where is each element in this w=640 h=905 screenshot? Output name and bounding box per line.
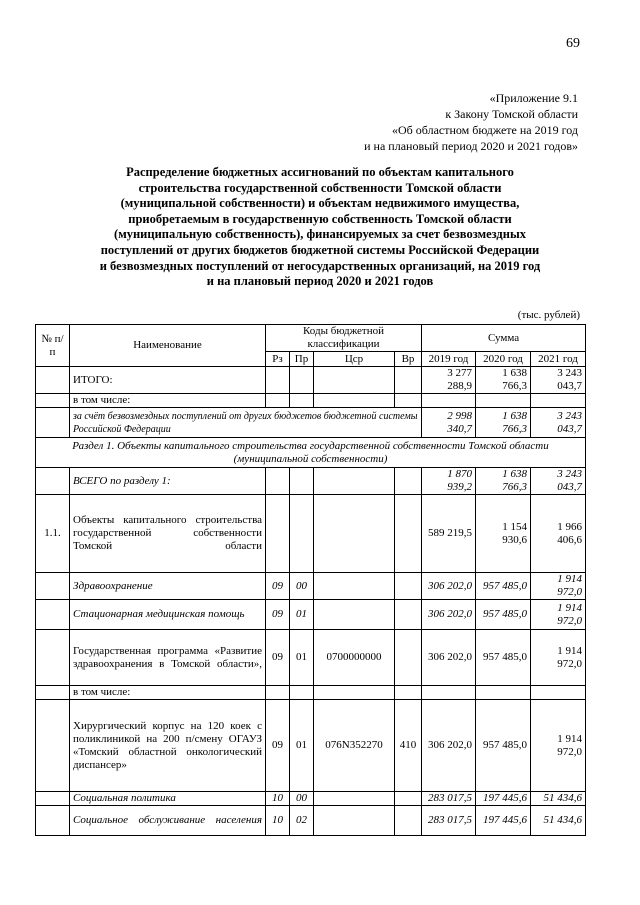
value-2019: 1 870 939,2 <box>422 468 476 495</box>
value-2020: 197 445,6 <box>476 792 531 806</box>
header-sum: Сумма <box>422 325 586 352</box>
row-name: в том числе: <box>70 394 266 408</box>
table-row-bezvozm <box>36 408 586 438</box>
value-2019: 283 017,5 <box>422 792 476 806</box>
header-vr: Вр <box>395 352 422 367</box>
table-row-vtom <box>36 686 586 700</box>
code-pr: 00 <box>290 792 314 806</box>
row-name: Социальная политика <box>70 792 266 806</box>
header-num: № п/п <box>36 325 70 367</box>
row-name: Объекты капитального строительства государственной собственности Томской области <box>70 495 266 573</box>
value-2021: 1 914 972,0 <box>531 630 586 686</box>
table-row-hirurg <box>36 700 586 792</box>
value-2021: 51 434,6 <box>531 792 586 806</box>
code-rz: 09 <box>266 600 290 630</box>
row-name: Социальное обслуживание населения <box>70 806 266 836</box>
table-row-vsego <box>36 468 586 495</box>
title-line: (муниципальную собственность), финансируемых за счет безвозмездных <box>114 227 526 242</box>
table-row-obj11 <box>36 495 586 573</box>
appendix-line: и на плановый период 2020 и 2021 годов» <box>364 139 578 153</box>
code-pr: 02 <box>290 806 314 836</box>
budget-table <box>35 324 586 836</box>
code-rz: 10 <box>266 792 290 806</box>
title-line: строительства государственной собственности Томской области <box>138 180 502 195</box>
table-row-vtom <box>36 394 586 408</box>
value-2020: 957 485,0 <box>476 600 531 630</box>
units-label: (тыс. рублей) <box>517 309 580 321</box>
value-2020: 957 485,0 <box>476 700 531 792</box>
code-csr: 0700000000 <box>314 630 395 686</box>
appendix-line: к Закону Томской области <box>445 107 578 121</box>
header-row <box>36 325 586 352</box>
title-line: поступлений от других бюджетов бюджетной системы Российской Федерации <box>100 242 540 257</box>
section-title: Раздел 1. Объекты капитального строительства государственной собственности Томской области (муниципальной собственности) <box>36 438 586 468</box>
value-2020: 1 638 766,3 <box>476 468 531 495</box>
code-rz: 09 <box>266 630 290 686</box>
value-2021: 3 243 043,7 <box>531 408 586 438</box>
row-name: Государственная программа «Развитие здравоохранения в Томской области», <box>70 630 266 686</box>
table-row-socpol <box>36 792 586 806</box>
title-line: Распределение бюджетных ассигнований по объектам капитального <box>126 165 514 179</box>
value-2020: 1 638 766,3 <box>476 367 531 394</box>
value-2019: 306 202,0 <box>422 630 476 686</box>
header-name: Наименование <box>70 325 266 367</box>
value-2020: 957 485,0 <box>476 573 531 600</box>
value-2020: 957 485,0 <box>476 630 531 686</box>
value-2021: 51 434,6 <box>531 806 586 836</box>
value-2019: 2 998 340,7 <box>422 408 476 438</box>
value-2019: 306 202,0 <box>422 700 476 792</box>
header-codes: Коды бюджетной классификации <box>266 325 422 352</box>
header-pr: Пр <box>290 352 314 367</box>
code-rz: 10 <box>266 806 290 836</box>
table-row-itogo <box>36 367 586 394</box>
row-num: 1.1. <box>36 495 70 573</box>
value-2019: 306 202,0 <box>422 600 476 630</box>
row-name: в том числе: <box>70 686 266 700</box>
row-name: Стационарная медицинская помощь <box>70 600 266 630</box>
value-2021: 3 243 043,7 <box>531 468 586 495</box>
title-line: и безвозмездных поступлений от негосударственных организаций, на 2019 год <box>99 258 541 273</box>
code-pr: 01 <box>290 700 314 792</box>
section-row <box>36 438 586 468</box>
code-vr: 410 <box>395 700 422 792</box>
appendix-header <box>364 90 578 154</box>
table-row-socobs <box>36 806 586 836</box>
code-pr: 00 <box>290 573 314 600</box>
title-line: приобретаемым в государственную собственность Томской области <box>128 211 512 226</box>
title-line: и на плановый период 2020 и 2021 годов <box>206 274 434 289</box>
value-2019: 3 277 288,9 <box>422 367 476 394</box>
code-pr: 01 <box>290 630 314 686</box>
value-2020: 1 154 930,6 <box>476 495 531 573</box>
row-name: Здравоохранение <box>70 573 266 600</box>
header-rz: Рз <box>266 352 290 367</box>
title-line: (муниципальной собственности) и объектам недвижимого имущества, <box>120 196 520 211</box>
page-number: 69 <box>566 36 580 51</box>
value-2021: 3 243 043,7 <box>531 367 586 394</box>
header-2019: 2019 год <box>422 352 476 367</box>
header-csr: Цср <box>314 352 395 367</box>
document-title <box>64 165 576 290</box>
code-rz: 09 <box>266 573 290 600</box>
table-row-gosprog <box>36 630 586 686</box>
value-2019: 283 017,5 <box>422 806 476 836</box>
value-2021: 1 966 406,6 <box>531 495 586 573</box>
table-row-stac <box>36 600 586 630</box>
value-2019: 306 202,0 <box>422 573 476 600</box>
row-name: Хирургический корпус на 120 коек с поликлиникой на 200 п/смену ОГАУЗ «Томский областной онкологический диспансер» <box>70 700 266 792</box>
code-csr: 076N352270 <box>314 700 395 792</box>
value-2021: 1 914 972,0 <box>531 573 586 600</box>
header-2020: 2020 год <box>476 352 531 367</box>
row-name: ВСЕГО по разделу 1: <box>70 468 266 495</box>
value-2020: 197 445,6 <box>476 806 531 836</box>
row-name: за счёт безвозмездных поступлений от других бюджетов бюджетной системы Российской Федерации <box>70 408 422 438</box>
header-2021: 2021 год <box>531 352 586 367</box>
appendix-line: «Об областном бюджете на 2019 год <box>392 123 578 137</box>
value-2021: 1 914 972,0 <box>531 600 586 630</box>
code-rz: 09 <box>266 700 290 792</box>
value-2021: 1 914 972,0 <box>531 700 586 792</box>
code-pr: 01 <box>290 600 314 630</box>
appendix-line: «Приложение 9.1 <box>489 91 578 105</box>
table-row-zdrav <box>36 573 586 600</box>
value-2019: 589 219,5 <box>422 495 476 573</box>
row-name: ИТОГО: <box>70 367 266 394</box>
value-2020: 1 638 766,3 <box>476 408 531 438</box>
